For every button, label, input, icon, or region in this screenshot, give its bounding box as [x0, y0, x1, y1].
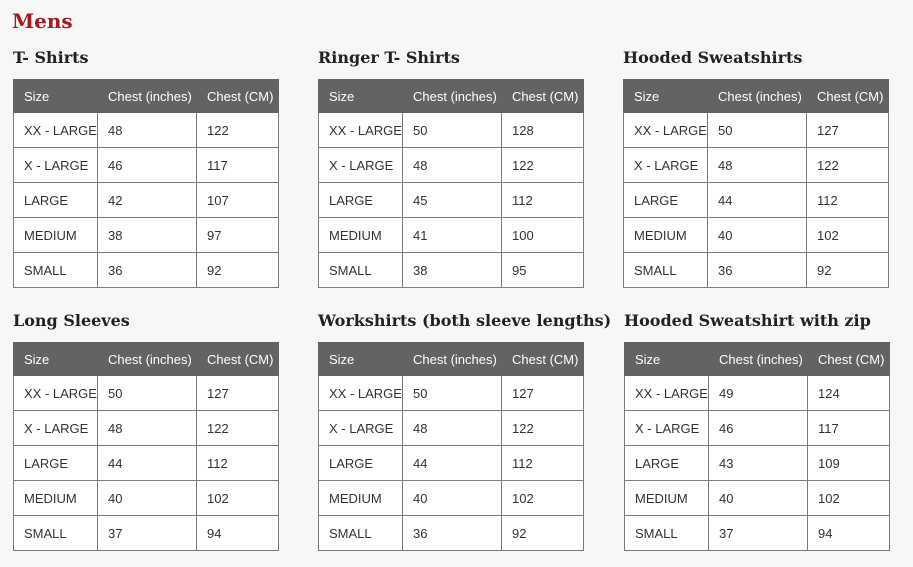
size-section — [13, 46, 279, 288]
table-cell: 97 — [197, 218, 279, 253]
size-table — [623, 79, 889, 288]
table-row — [319, 376, 584, 411]
table-header-row — [14, 343, 279, 376]
table-row — [319, 516, 584, 551]
column-header: Chest (inches) — [708, 80, 807, 113]
table-cell: 102 — [807, 218, 889, 253]
table-cell: 48 — [98, 113, 197, 148]
table-cell: 43 — [709, 446, 808, 481]
table-row — [14, 516, 279, 551]
section-title: T- Shirts — [13, 48, 89, 67]
table-cell: 46 — [98, 148, 197, 183]
table-row — [625, 516, 890, 551]
table-cell: 112 — [807, 183, 889, 218]
column-header: Size — [319, 80, 403, 113]
table-row — [14, 148, 279, 183]
table-cell: 112 — [197, 446, 279, 481]
table-cell: 38 — [403, 253, 502, 288]
table-cell: 48 — [708, 148, 807, 183]
table-cell: 102 — [502, 481, 584, 516]
column-header: Size — [625, 343, 709, 376]
table-cell: LARGE — [14, 446, 98, 481]
table-cell: X - LARGE — [624, 148, 708, 183]
column-header: Size — [14, 343, 98, 376]
table-cell: 40 — [709, 481, 808, 516]
table-row — [14, 253, 279, 288]
size-table — [318, 79, 584, 288]
table-row — [319, 218, 584, 253]
table-row — [14, 411, 279, 446]
table-cell: SMALL — [625, 516, 709, 551]
section-title: Hooded Sweatshirts — [623, 48, 803, 67]
table-cell: XX - LARGE — [625, 376, 709, 411]
table-cell: 37 — [98, 516, 197, 551]
table-cell: 122 — [807, 148, 889, 183]
table-cell: 48 — [98, 411, 197, 446]
table-row — [14, 183, 279, 218]
table-cell: XX - LARGE — [624, 113, 708, 148]
table-cell: 112 — [502, 183, 584, 218]
table-cell: MEDIUM — [624, 218, 708, 253]
table-cell: 36 — [98, 253, 197, 288]
table-cell: 117 — [808, 411, 890, 446]
table-cell: 112 — [502, 446, 584, 481]
table-row — [319, 183, 584, 218]
table-row — [14, 481, 279, 516]
table-cell: SMALL — [624, 253, 708, 288]
table-cell: SMALL — [319, 253, 403, 288]
table-cell: 48 — [403, 148, 502, 183]
size-table — [13, 79, 279, 288]
table-row — [14, 446, 279, 481]
table-cell: 49 — [709, 376, 808, 411]
table-cell: 41 — [403, 218, 502, 253]
section-title: Ringer T- Shirts — [318, 48, 460, 67]
table-cell: LARGE — [319, 446, 403, 481]
column-header: Size — [14, 80, 98, 113]
column-header: Chest (CM) — [197, 343, 279, 376]
section-title: Workshirts (both sleeve lengths) — [318, 311, 612, 330]
table-cell: XX - LARGE — [14, 113, 98, 148]
table-row — [14, 218, 279, 253]
table-cell: 40 — [403, 481, 502, 516]
column-header: Size — [319, 343, 403, 376]
table-cell: 50 — [98, 376, 197, 411]
column-header: Chest (CM) — [807, 80, 889, 113]
table-cell: X - LARGE — [14, 148, 98, 183]
table-cell: 122 — [502, 148, 584, 183]
table-row — [319, 253, 584, 288]
table-cell: LARGE — [319, 183, 403, 218]
table-row — [319, 113, 584, 148]
table-cell: 94 — [808, 516, 890, 551]
column-header: Chest (inches) — [98, 80, 197, 113]
table-cell: XX - LARGE — [319, 113, 403, 148]
table-cell: 102 — [197, 481, 279, 516]
column-header: Chest (CM) — [502, 80, 584, 113]
table-row — [625, 481, 890, 516]
table-cell: 45 — [403, 183, 502, 218]
size-table — [13, 342, 279, 551]
table-cell: X - LARGE — [625, 411, 709, 446]
table-cell: 36 — [708, 253, 807, 288]
column-header: Chest (inches) — [403, 80, 502, 113]
table-row — [624, 218, 889, 253]
table-cell: 42 — [98, 183, 197, 218]
table-cell: 128 — [502, 113, 584, 148]
column-header: Chest (inches) — [98, 343, 197, 376]
table-header-row — [319, 343, 584, 376]
table-cell: X - LARGE — [319, 411, 403, 446]
table-cell: 102 — [808, 481, 890, 516]
table-cell: 122 — [197, 113, 279, 148]
table-header-row — [624, 80, 889, 113]
table-cell: 37 — [709, 516, 808, 551]
table-cell: MEDIUM — [319, 218, 403, 253]
table-cell: 92 — [502, 516, 584, 551]
table-row — [624, 113, 889, 148]
table-row — [319, 481, 584, 516]
table-cell: 38 — [98, 218, 197, 253]
section-title: Hooded Sweatshirt with zip — [624, 311, 871, 330]
table-row — [625, 446, 890, 481]
table-cell: 122 — [502, 411, 584, 446]
table-cell: 94 — [197, 516, 279, 551]
table-cell: XX - LARGE — [14, 376, 98, 411]
table-row — [319, 411, 584, 446]
table-cell: 36 — [403, 516, 502, 551]
table-header-row — [625, 343, 890, 376]
column-header: Size — [624, 80, 708, 113]
table-row — [624, 253, 889, 288]
size-section — [318, 46, 584, 288]
table-header-row — [14, 80, 279, 113]
table-cell: 122 — [197, 411, 279, 446]
table-cell: LARGE — [625, 446, 709, 481]
size-section — [623, 46, 889, 288]
table-cell: 50 — [403, 376, 502, 411]
size-section — [624, 309, 890, 551]
column-header: Chest (CM) — [197, 80, 279, 113]
table-cell: SMALL — [14, 253, 98, 288]
table-cell: SMALL — [319, 516, 403, 551]
column-header: Chest (inches) — [403, 343, 502, 376]
table-row — [14, 376, 279, 411]
table-cell: 46 — [709, 411, 808, 446]
size-table — [624, 342, 890, 551]
table-row — [14, 113, 279, 148]
column-header: Chest (inches) — [709, 343, 808, 376]
table-header-row — [319, 80, 584, 113]
table-cell: LARGE — [624, 183, 708, 218]
table-cell: 44 — [98, 446, 197, 481]
table-row — [625, 376, 890, 411]
table-cell: X - LARGE — [14, 411, 98, 446]
table-cell: 44 — [708, 183, 807, 218]
table-cell: MEDIUM — [319, 481, 403, 516]
table-cell: 50 — [708, 113, 807, 148]
table-cell: 109 — [808, 446, 890, 481]
table-cell: MEDIUM — [14, 481, 98, 516]
table-row — [624, 148, 889, 183]
table-cell: MEDIUM — [14, 218, 98, 253]
table-cell: XX - LARGE — [319, 376, 403, 411]
column-header: Chest (CM) — [502, 343, 584, 376]
section-title: Long Sleeves — [13, 311, 130, 330]
table-row — [319, 446, 584, 481]
table-row — [624, 183, 889, 218]
table-cell: 95 — [502, 253, 584, 288]
column-header: Chest (CM) — [808, 343, 890, 376]
table-cell: 124 — [808, 376, 890, 411]
table-cell: 40 — [98, 481, 197, 516]
table-cell: X - LARGE — [319, 148, 403, 183]
table-cell: 48 — [403, 411, 502, 446]
table-cell: 92 — [807, 253, 889, 288]
table-cell: 107 — [197, 183, 279, 218]
table-row — [319, 148, 584, 183]
page-title: Mens — [12, 9, 73, 33]
size-section — [13, 309, 279, 551]
size-section — [318, 309, 612, 551]
table-cell: MEDIUM — [625, 481, 709, 516]
table-cell: 117 — [197, 148, 279, 183]
table-cell: 100 — [502, 218, 584, 253]
table-cell: 40 — [708, 218, 807, 253]
size-table — [318, 342, 584, 551]
table-cell: 44 — [403, 446, 502, 481]
table-cell: 127 — [807, 113, 889, 148]
table-cell: 127 — [502, 376, 584, 411]
table-cell: LARGE — [14, 183, 98, 218]
table-row — [625, 411, 890, 446]
table-cell: 127 — [197, 376, 279, 411]
table-cell: 50 — [403, 113, 502, 148]
table-cell: SMALL — [14, 516, 98, 551]
table-cell: 92 — [197, 253, 279, 288]
